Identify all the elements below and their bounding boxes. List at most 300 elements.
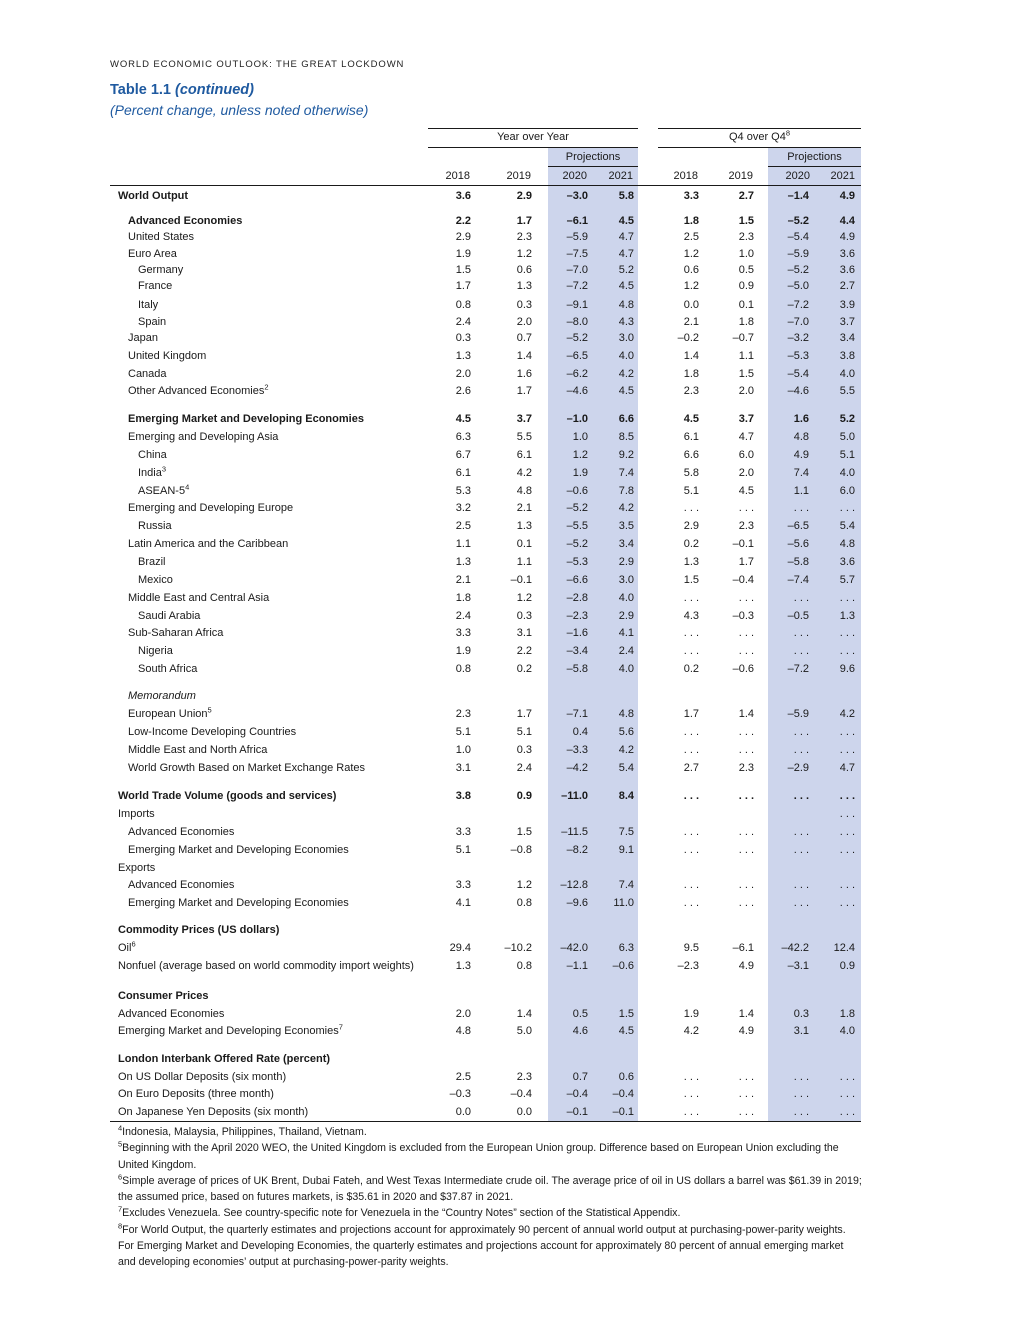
cell-value: 1.1 [516, 556, 532, 568]
cell-value: 4.5 [618, 1025, 634, 1037]
row-label-text: Nonfuel (average based on world commodity import weights) [118, 960, 414, 972]
row-label [128, 502, 293, 514]
cell-value: 0.4 [572, 726, 588, 738]
cell-value: 0.3 [516, 610, 532, 622]
table-row [0, 726, 1020, 742]
cell-value: –5.3 [787, 350, 809, 362]
cell-value: . . . [839, 726, 855, 738]
cell-value: . . . [683, 1088, 699, 1100]
cell-value: . . . [839, 744, 855, 756]
row-label-text: Nigeria [138, 645, 173, 657]
cell-value: –7.2 [787, 663, 809, 675]
cell-value: . . . [793, 726, 809, 738]
row-label [118, 1022, 343, 1037]
cell-value: 0.2 [516, 663, 532, 675]
row-footnote-ref: 3 [161, 464, 167, 474]
table-row [0, 350, 1020, 366]
cell-value: 3.4 [839, 332, 855, 344]
cell-value: –4.6 [787, 385, 809, 397]
row-label [128, 382, 269, 397]
cell-value: 7.8 [618, 485, 634, 497]
cell-value: 2.0 [738, 467, 754, 479]
table-row [0, 762, 1020, 778]
table-row [0, 1106, 1020, 1122]
cell-value: 1.5 [683, 574, 699, 586]
cell-value: –6.5 [787, 520, 809, 532]
cell-value: 0.9 [738, 280, 754, 292]
table-row [0, 449, 1020, 465]
cell-value: 1.4 [738, 708, 754, 720]
table-row [0, 1071, 1020, 1087]
cell-value: 1.7 [516, 385, 532, 397]
row-label [128, 413, 364, 425]
cell-value: 2.7 [839, 280, 855, 292]
cell-value: 3.6 [839, 264, 855, 276]
cell-value: 4.0 [618, 663, 634, 675]
cell-value: –1.1 [566, 960, 588, 972]
row-label [128, 231, 194, 243]
cell-value: –7.2 [566, 280, 588, 292]
col-header-yoy-2019: 2019 [506, 170, 531, 182]
cell-value: 3.2 [455, 502, 471, 514]
cell-value: . . . [793, 502, 809, 514]
cell-value: 0.7 [572, 1071, 588, 1083]
cell-value: 1.8 [738, 316, 754, 328]
cell-value: –6.5 [566, 350, 588, 362]
cell-value: 5.5 [516, 431, 532, 443]
row-label-text: Saudi Arabia [138, 610, 201, 622]
table-row [0, 538, 1020, 554]
cell-value: 2.2 [516, 645, 532, 657]
cell-value: –0.1 [732, 538, 754, 550]
cell-value: 0.6 [618, 1071, 634, 1083]
cell-value: 0.5 [572, 1008, 588, 1020]
cell-value: 1.5 [455, 264, 471, 276]
row-label-text: Commodity Prices (US dollars) [118, 924, 280, 936]
row-label-text: Low-Income Developing Countries [128, 726, 297, 738]
cell-value: –42.2 [781, 942, 809, 954]
cell-value: 1.5 [516, 826, 532, 838]
row-label [138, 482, 190, 497]
cell-value: 0.6 [516, 264, 532, 276]
cell-value: 1.8 [683, 215, 699, 227]
row-label-text: Russia [138, 520, 172, 532]
cell-value: . . . [738, 645, 754, 657]
cell-value: 0.8 [516, 960, 532, 972]
row-label-text: Memorandum [128, 690, 196, 702]
cell-value: –5.2 [787, 264, 809, 276]
cell-value: 1.3 [839, 610, 855, 622]
cell-value: 2.4 [618, 645, 634, 657]
row-label [138, 316, 166, 328]
row-label-text: India [138, 467, 162, 479]
cell-value: 1.4 [683, 350, 699, 362]
cell-value: –3.1 [787, 960, 809, 972]
row-label [128, 879, 234, 891]
row-label [128, 844, 349, 856]
cell-value: 1.3 [516, 280, 532, 292]
cell-value: 5.7 [839, 574, 855, 586]
cell-value: –0.8 [510, 844, 532, 856]
cell-value: . . . [683, 592, 699, 604]
cell-value: 3.3 [683, 190, 699, 202]
cell-value: 2.5 [455, 1071, 471, 1083]
cell-value: 3.6 [839, 248, 855, 260]
cell-value: . . . [793, 1071, 809, 1083]
row-label-text: Emerging Market and Developing Economies [128, 897, 349, 909]
cell-value: 9.1 [618, 844, 634, 856]
cell-value: –5.4 [787, 368, 809, 380]
cell-value: –5.3 [566, 556, 588, 568]
cell-value: 29.4 [449, 942, 471, 954]
cell-value: 1.4 [738, 1008, 754, 1020]
row-label-text: Middle East and North Africa [128, 744, 268, 756]
cell-value: 2.0 [516, 316, 532, 328]
cell-value: 4.2 [618, 368, 634, 380]
row-label-text: United States [128, 231, 195, 243]
cell-value: 4.8 [793, 431, 809, 443]
row-label-text: World Output [118, 190, 189, 202]
row-label-text: ASEAN-5 [138, 485, 186, 497]
cell-value: . . . [839, 627, 855, 639]
cell-value: . . . [793, 826, 809, 838]
row-label [128, 215, 242, 227]
footnote-text: Beginning with the April 2020 WEO, the United Kingdom is excluded from the European Union group. Difference based on European Union excluding the United Kingdom. [118, 1142, 839, 1171]
cell-value: . . . [683, 1106, 699, 1118]
cell-value: 4.5 [618, 215, 634, 227]
header-rule-proj-yoy [548, 166, 638, 167]
cell-value: 0.0 [683, 299, 699, 311]
cell-value: 4.7 [618, 231, 634, 243]
cell-value: 9.6 [839, 663, 855, 675]
cell-value: 1.7 [683, 708, 699, 720]
cell-value: . . . [738, 592, 754, 604]
cell-value: 2.7 [738, 190, 754, 202]
row-label [138, 280, 172, 292]
cell-value: . . . [683, 844, 699, 856]
row-label [138, 264, 183, 276]
table-row [0, 663, 1020, 679]
cell-value: . . . [738, 726, 754, 738]
cell-value: 1.5 [618, 1008, 634, 1020]
cell-value: –6.1 [732, 942, 754, 954]
cell-value: –6.6 [566, 574, 588, 586]
cell-value: 2.9 [618, 610, 634, 622]
row-label [128, 690, 196, 702]
cell-value: 4.0 [839, 1025, 855, 1037]
col-header-q4-2019: 2019 [728, 170, 753, 182]
cell-value: . . . [738, 502, 754, 514]
row-label [118, 960, 414, 972]
cell-value: 11.0 [613, 897, 634, 909]
table-row [0, 431, 1020, 447]
table-row [0, 844, 1020, 860]
row-label-text: Emerging Market and Developing Economies [128, 844, 349, 856]
row-label [118, 939, 136, 954]
cell-value: . . . [793, 790, 809, 802]
group-header-q4-over-q4 [658, 128, 861, 143]
cell-value: . . . [683, 627, 699, 639]
cell-value: –5.6 [787, 538, 809, 550]
row-label-text: Emerging and Developing Asia [128, 431, 279, 443]
cell-value: 5.8 [683, 467, 699, 479]
cell-value: 1.0 [455, 744, 471, 756]
row-label-text: Imports [118, 808, 155, 820]
cell-value: 4.1 [455, 897, 471, 909]
cell-value: –7.0 [787, 316, 809, 328]
cell-value: 7.4 [618, 879, 634, 891]
cell-value: 4.9 [839, 190, 855, 202]
cell-value: . . . [793, 627, 809, 639]
footnote-text: Indonesia, Malaysia, Philippines, Thailand, Vietnam. [122, 1126, 367, 1138]
cell-value: –12.8 [560, 879, 588, 891]
cell-value: . . . [839, 502, 855, 514]
cell-value: . . . [839, 1071, 855, 1083]
cell-value: 1.8 [839, 1008, 855, 1020]
cell-value: 2.6 [455, 385, 471, 397]
cell-value: 4.1 [618, 627, 634, 639]
table-row [0, 280, 1020, 296]
cell-value: –0.4 [732, 574, 754, 586]
row-label [128, 538, 288, 550]
cell-value: . . . [839, 1106, 855, 1118]
cell-value: –0.6 [732, 663, 754, 675]
cell-value: 2.0 [455, 1008, 471, 1020]
cell-value: –42.0 [560, 942, 588, 954]
table-title-continued: (continued) [175, 82, 254, 98]
cell-value: –8.2 [566, 844, 588, 856]
cell-value: . . . [793, 592, 809, 604]
table-row [0, 502, 1020, 518]
cell-value: 2.3 [738, 520, 754, 532]
cell-value: 5.2 [618, 264, 634, 276]
row-footnote-ref: 2 [264, 382, 269, 392]
table-row [0, 610, 1020, 626]
cell-value: 0.6 [683, 264, 699, 276]
table-row [0, 790, 1020, 806]
cell-value: . . . [683, 502, 699, 514]
cell-value: 2.7 [683, 762, 699, 774]
cell-value: 3.5 [618, 520, 634, 532]
footnote [118, 1140, 863, 1173]
cell-value: –10.2 [504, 942, 532, 954]
cell-value: –0.7 [732, 332, 754, 344]
cell-value: 5.3 [455, 485, 471, 497]
cell-value: –3.3 [566, 744, 588, 756]
row-label-text: France [138, 280, 173, 292]
row-label [138, 299, 158, 311]
cell-value: –5.9 [787, 248, 809, 260]
cell-value: 5.2 [839, 413, 855, 425]
table-row [0, 862, 1020, 878]
cell-value: 4.3 [683, 610, 699, 622]
row-label [118, 190, 188, 202]
row-label-text: Canada [128, 368, 167, 380]
cell-value: 1.9 [455, 248, 471, 260]
cell-value: . . . [738, 879, 754, 891]
cell-value: 5.5 [839, 385, 855, 397]
row-label [118, 1106, 308, 1118]
table-row [0, 520, 1020, 536]
row-label [128, 826, 234, 838]
table-row [0, 368, 1020, 384]
row-label-text: World Growth Based on Market Exchange Rates [128, 762, 366, 774]
row-footnote-ref: 4 [185, 482, 190, 492]
cell-value: 4.0 [618, 592, 634, 604]
col-header-yoy-2021: 2021 [608, 170, 633, 182]
cell-value: 5.4 [618, 762, 634, 774]
row-label-text: World Trade Volume (goods and services) [118, 790, 337, 802]
cell-value: –7.0 [566, 264, 588, 276]
cell-value: 6.0 [839, 485, 855, 497]
cell-value: 1.6 [516, 368, 532, 380]
cell-value: 4.2 [618, 744, 634, 756]
cell-value: –0.1 [510, 574, 532, 586]
cell-value: 3.8 [839, 350, 855, 362]
cell-value: 2.1 [455, 574, 471, 586]
projections-header-q4: Projections [787, 151, 842, 163]
row-label [128, 431, 278, 443]
cell-value: 1.1 [793, 485, 809, 497]
cell-value: 0.0 [455, 1106, 471, 1118]
cell-value: –0.3 [449, 1088, 471, 1100]
cell-value: 5.6 [618, 726, 634, 738]
row-label-text: China [138, 449, 167, 461]
table-row [0, 808, 1020, 824]
row-label [138, 610, 200, 622]
cell-value: 1.7 [516, 215, 532, 227]
row-label-text: Spain [138, 316, 167, 328]
cell-value: . . . [683, 826, 699, 838]
cell-value: . . . [839, 592, 855, 604]
cell-value: 2.0 [455, 368, 471, 380]
cell-value: 2.3 [738, 762, 754, 774]
cell-value: 3.7 [516, 413, 532, 425]
table-row [0, 924, 1020, 940]
cell-value: –7.5 [566, 248, 588, 260]
cell-value: 3.3 [455, 879, 471, 891]
cell-value: . . . [738, 790, 754, 802]
cell-value: –5.8 [787, 556, 809, 568]
cell-value: . . . [683, 726, 699, 738]
group-header-q4-note: 8 [785, 128, 791, 138]
header-rule-mid-yoy [428, 147, 638, 148]
cell-value: –7.4 [787, 574, 809, 586]
cell-value: . . . [839, 879, 855, 891]
cell-value: –5.4 [787, 231, 809, 243]
table-row [0, 1053, 1020, 1069]
row-label [138, 556, 166, 568]
cell-value: 5.1 [455, 844, 471, 856]
cell-value: –0.4 [510, 1088, 532, 1100]
row-label-text: Exports [118, 862, 156, 874]
footnote [118, 1222, 863, 1271]
cell-value: 3.3 [455, 627, 471, 639]
cell-value: . . . [839, 1088, 855, 1100]
table-row [0, 897, 1020, 913]
cell-value: 4.5 [683, 413, 699, 425]
cell-value: 2.3 [516, 231, 532, 243]
cell-value: 2.3 [683, 385, 699, 397]
cell-value: 4.6 [572, 1025, 588, 1037]
cell-value: 2.5 [455, 520, 471, 532]
row-label [118, 1088, 274, 1100]
row-label-text: Emerging Market and Developing Economies [118, 1025, 339, 1037]
cell-value: 1.3 [455, 556, 471, 568]
cell-value: 1.0 [572, 431, 588, 443]
table-row [0, 939, 1020, 958]
cell-value: 1.6 [793, 413, 809, 425]
row-label [128, 592, 269, 604]
cell-value: 6.6 [618, 413, 634, 425]
cell-value: 4.7 [738, 431, 754, 443]
cell-value: 4.4 [839, 215, 855, 227]
cell-value: 2.3 [455, 708, 471, 720]
cell-value: 4.5 [618, 280, 634, 292]
footnote-number: 7 [118, 1204, 123, 1214]
cell-value: 3.1 [516, 627, 532, 639]
cell-value: 1.7 [516, 708, 532, 720]
cell-value: 6.1 [455, 467, 471, 479]
cell-value: 4.7 [618, 248, 634, 260]
row-label-text: South Africa [138, 663, 198, 675]
group-header-q4-label: Q4 over Q4 [728, 131, 786, 143]
cell-value: 1.7 [738, 556, 754, 568]
row-label-text: Euro Area [128, 248, 177, 260]
cell-value: –6.1 [566, 215, 588, 227]
cell-value: 1.2 [516, 592, 532, 604]
cell-value: 2.0 [738, 385, 754, 397]
row-label-text: Latin America and the Caribbean [128, 538, 289, 550]
row-label-text: Brazil [138, 556, 166, 568]
cell-value: . . . [738, 1071, 754, 1083]
row-label-text: Mexico [138, 574, 173, 586]
footnote [118, 1205, 863, 1221]
table-row [0, 316, 1020, 332]
cell-value: . . . [683, 645, 699, 657]
cell-value: 2.4 [455, 610, 471, 622]
cell-value: 6.1 [683, 431, 699, 443]
cell-value: . . . [839, 844, 855, 856]
cell-value: 4.5 [455, 413, 471, 425]
footnote-text: Simple average of prices of UK Brent, Dubai Fateh, and West Texas Intermediate crude oil. The average price of oil in US dollars a barrel was $61.39 in 2019; the assumed price, based on futures markets, is $35.61 in 2020 and $37.87 in 2021. [118, 1174, 862, 1204]
cell-value: 4.7 [839, 762, 855, 774]
row-label-text: Consumer Prices [118, 990, 209, 1002]
footnotes [118, 1124, 863, 1271]
cell-value: 1.0 [738, 248, 754, 260]
footnote-number: 8 [118, 1221, 123, 1231]
table-row [0, 990, 1020, 1006]
cell-value: 12.4 [833, 942, 855, 954]
cell-value: 7.4 [793, 467, 809, 479]
table-row [0, 690, 1020, 706]
header-rule-top-q4 [658, 128, 861, 129]
cell-value: 4.8 [839, 538, 855, 550]
cell-value: 2.5 [683, 231, 699, 243]
cell-value: 3.4 [618, 538, 634, 550]
row-label [118, 1071, 286, 1083]
row-label [138, 645, 173, 657]
cell-value: –8.0 [566, 316, 588, 328]
cell-value: 3.0 [618, 574, 634, 586]
cell-value: –5.9 [787, 708, 809, 720]
cell-value: 5.0 [516, 1025, 532, 1037]
cell-value: 1.1 [738, 350, 754, 362]
cell-value: 4.2 [618, 502, 634, 514]
cell-value: –1.6 [566, 627, 588, 639]
cell-value: 3.7 [839, 316, 855, 328]
cell-value: . . . [839, 826, 855, 838]
